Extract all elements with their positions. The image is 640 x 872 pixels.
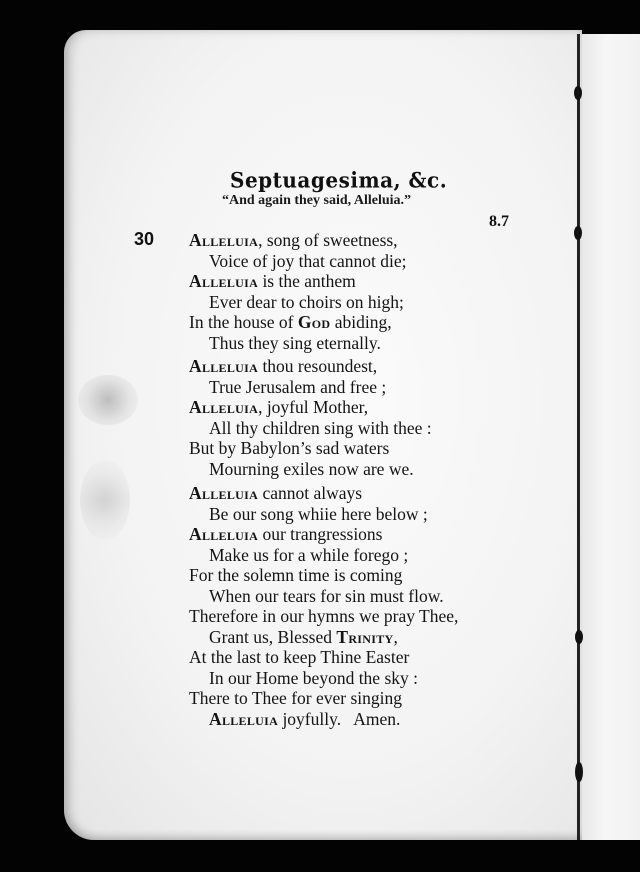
facing-page-edge <box>582 34 640 840</box>
small-caps-word: Alleluia <box>189 230 259 250</box>
verse-line <box>189 565 444 586</box>
verse-line <box>189 668 458 689</box>
line-text: True Jerusalem and free ; <box>209 376 387 397</box>
line-text: All thy children sing with thee : <box>209 417 432 438</box>
small-caps-word: Alleluia <box>189 271 259 292</box>
line-text: is the anthem <box>258 271 356 292</box>
verse-line <box>189 312 406 333</box>
small-caps-word: Alleluia <box>189 524 259 545</box>
small-caps-word: Alleluia <box>189 356 259 376</box>
line-text-tail: , <box>393 626 398 647</box>
page-subtitle: “And again they said, Alleluia.” <box>222 193 412 208</box>
line-text: Thus they sing eternally. <box>209 332 381 353</box>
verse-line <box>189 709 458 730</box>
gutter-binding-mark <box>575 630 583 644</box>
verse-line <box>189 545 444 566</box>
meter-label: 8.7 <box>489 213 509 230</box>
gutter-binding-mark <box>575 762 583 782</box>
line-text: our trangressions <box>258 524 383 545</box>
line-text: cannot always <box>258 483 363 503</box>
line-text-tail: abiding, <box>330 312 392 333</box>
line-text: Grant us, Blessed <box>209 626 337 647</box>
verse-line <box>189 230 406 251</box>
line-text: In our Home beyond the sky : <box>209 667 418 688</box>
line-text: , song of sweetness, <box>258 230 398 250</box>
line-text: Voice of joy that cannot die; <box>209 250 407 271</box>
small-caps-word: Alleluia <box>189 483 259 503</box>
verse-line <box>189 647 458 668</box>
small-caps-word: God <box>297 312 331 333</box>
verse-line <box>189 627 458 648</box>
line-text: Mourning exiles now are we. <box>209 458 414 479</box>
gutter-binding-mark <box>574 86 582 100</box>
hymn-number: 30 <box>134 229 155 249</box>
line-text: , joyful Mother, <box>258 397 369 418</box>
gutter-binding-mark <box>574 226 582 240</box>
verse-line <box>189 606 458 627</box>
line-text: Be our song whiie here below ; <box>209 503 428 524</box>
small-caps-word: Alleluia <box>189 397 259 418</box>
line-text: Ever dear to choirs on high; <box>209 291 404 312</box>
verse-line <box>189 356 432 377</box>
verse-line <box>189 271 406 292</box>
line-text: But by Babylon’s sad waters <box>189 438 390 459</box>
verse-line <box>189 459 432 480</box>
verse-line <box>189 586 444 607</box>
line-text: Make us for a while forego ; <box>209 544 409 565</box>
small-caps-word: Alleluia <box>209 708 279 729</box>
verse-line <box>189 688 458 709</box>
line-text: There to Thee for ever singing <box>189 688 402 709</box>
line-text: Therefore in our hymns we pray Thee, <box>189 606 459 626</box>
book-gutter <box>577 34 580 840</box>
verse-line <box>189 438 432 459</box>
fingerprint-smudge <box>80 460 130 540</box>
verse-line <box>189 292 406 313</box>
verse-line <box>189 397 432 418</box>
small-caps-word: Trinity <box>336 626 394 647</box>
verse-4 <box>189 606 458 730</box>
verse-line <box>189 483 444 504</box>
verse-line <box>189 418 432 439</box>
line-text: When our tears for sin must flow. <box>209 585 444 606</box>
verse-line <box>189 333 406 354</box>
line-text: At the last to keep Thine Easter <box>189 647 410 668</box>
line-text: In the house of <box>189 312 298 333</box>
page-title: Septuagesima, &c. <box>230 167 448 193</box>
verse-line <box>189 504 444 525</box>
line-text: For the solemn time is coming <box>189 565 403 586</box>
verse-2 <box>189 356 432 480</box>
verse-line <box>189 524 444 545</box>
verse-3 <box>189 483 444 607</box>
line-text: joyfully. Amen. <box>278 708 401 729</box>
verse-line <box>189 377 432 398</box>
fingerprint-smudge <box>78 375 138 425</box>
verse-1 <box>189 230 406 354</box>
line-text: thou resoundest, <box>258 356 378 376</box>
verse-line <box>189 251 406 272</box>
